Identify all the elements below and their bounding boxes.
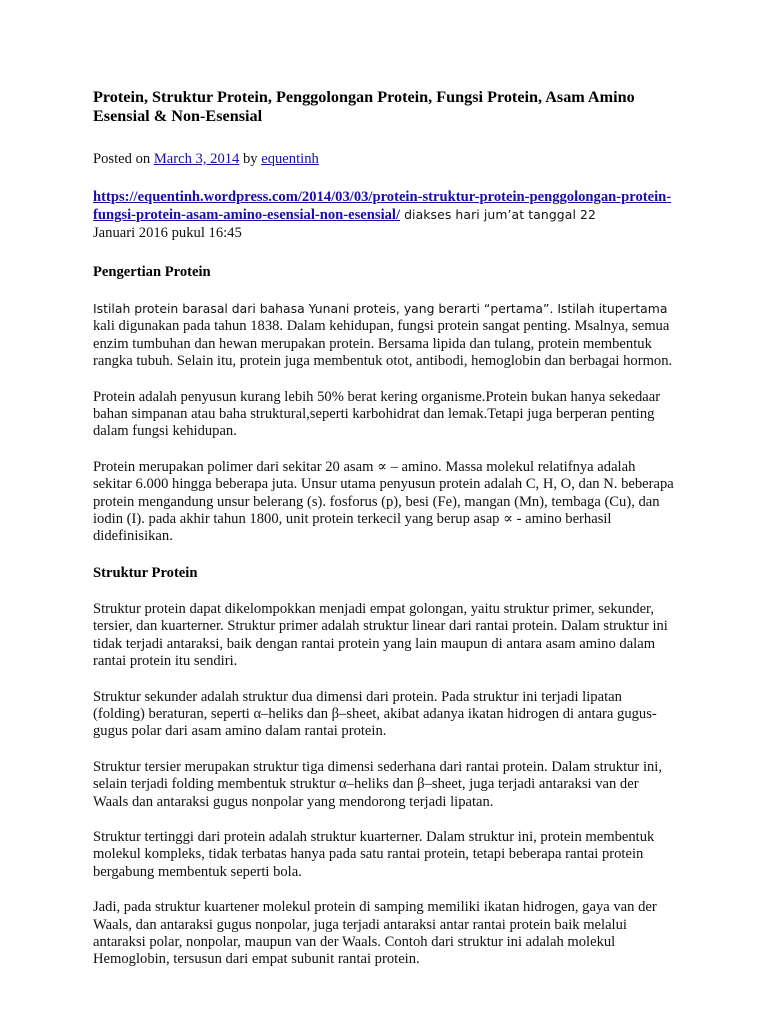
source-url-link[interactable]: https://equentinh.wordpress.com/2014/03/03/protein-struktur-protein-penggolongan-protein-fungsi-protein-asam-amino-esensial-non-esensial/ <box>93 189 672 223</box>
source-access-date: Januari 2016 pukul 16:45 <box>93 225 242 241</box>
heading-pengertian-protein: Pengertian Protein <box>93 264 211 280</box>
post-date-link[interactable]: March 3, 2014 <box>153 151 240 167</box>
document-page <box>93 88 675 987</box>
paragraph-struktur-3: Struktur tersier merupakan struktur tiga dimensi sederhana dari rantai protein. Dalam struktur ini, selain terjadi folding membentuk struktur α–heliks dan β–sheet, juga terjadi antaraksi van der Waals dan antaraksi gugus nonpolar yang mendorong terjadi lipatan. <box>93 758 662 810</box>
paragraph-pengertian-1 <box>93 300 675 371</box>
posted-prefix: Posted on <box>93 151 154 167</box>
paragraph-pengertian-1-body: kali digunakan pada tahun 1838. Dalam kehidupan, fungsi protein sangat penting. Msalnya, semua enzim tumbuhan dan hewan merupakan protein. Bersama lipida dan tulang, protein membentuk rangka tubuh. Selain itu, protein juga membentuk otot, antibodi, hemoglobin dan berbagai hormon. <box>93 318 673 370</box>
paragraph-struktur-1: Struktur protein dapat dikelompokkan menjadi empat golongan, yaitu struktur primer, sekunder, tersier, dan kuarterner. Struktur primer adalah struktur linear dari rantai protein. Dalam struktur ini tidak terjadi antaraksi, baik dengan rantai protein yang lain maupun di antara asam amino dalam rantai protein itu sendiri. <box>93 600 668 670</box>
post-meta <box>93 150 675 168</box>
author-link[interactable]: equentinh <box>261 151 319 167</box>
paragraph-struktur-5: Jadi, pada struktur kuartener molekul protein di samping memiliki ikatan hidrogen, gaya van der Waals, dan antaraksi gugus nonpolar, juga terjadi antaraksi antar rantai protein baik melalui antaraksi polar, nonpolar, maupun van der Waals. Contoh dari struktur ini adalah molekul Hemoglobin, tersusun dari empat subunit rantai protein. <box>93 899 657 968</box>
paragraph-struktur-2: Struktur sekunder adalah struktur dua dimensi dari protein. Pada struktur ini terjadi lipatan (folding) beraturan, seperti α–heliks dan β–sheet, akibat adanya ikatan hidrogen di antara gugus-gugus polar dari asam amino dalam rantai protein. <box>93 688 657 740</box>
paragraph-pengertian-2: Protein adalah penyusun kurang lebih 50% berat kering organisme.Protein bukan hanya sekedaar bahan simpanan atau baha struktural,seperti karbohidrat dan lemak.Tetapi juga berperan penting dalam fungsi kehidupan. <box>93 388 661 440</box>
heading-struktur-protein: Struktur Protein <box>93 564 198 581</box>
posted-by: by <box>239 151 262 167</box>
paragraph-pengertian-1-lead: Istilah protein barasal dari bahasa Yunani proteis, yang berarti “pertama”. Istilah itupertama <box>93 301 668 316</box>
paragraph-pengertian-3: Protein merupakan polimer dari sekitar 20 asam ∝ – amino. Massa molekul relatifnya adalah sekitar 6.000 hingga beberapa juta. Unsur utama penyusun protein adalah C, H, O, dan N. beberapa protein mengandung unsur belerang (s). fosforus (p), besi (Fe), mangan (Mn), tembaga (Cu), dan iodin (I). pada akhir tahun 1800, unit protein terkecil yang berup asap ∝ - amino berhasil didefinisikan. <box>93 458 674 545</box>
paragraph-struktur-4: Struktur tertinggi dari protein adalah struktur kuarterner. Dalam struktur ini, protein membentuk molekul kompleks, tidak terbatas hanya pada satu rantai protein, tetapi beberapa rantai protein bergabung membentuk seperti bola. <box>93 828 655 880</box>
source-citation <box>93 188 675 242</box>
article-title: Protein, Struktur Protein, Penggolongan Protein, Fungsi Protein, Asam Amino Esensial & Non-Esensial <box>93 88 635 125</box>
source-access-text: diakses hari jum’at tanggal 22 <box>400 207 597 222</box>
